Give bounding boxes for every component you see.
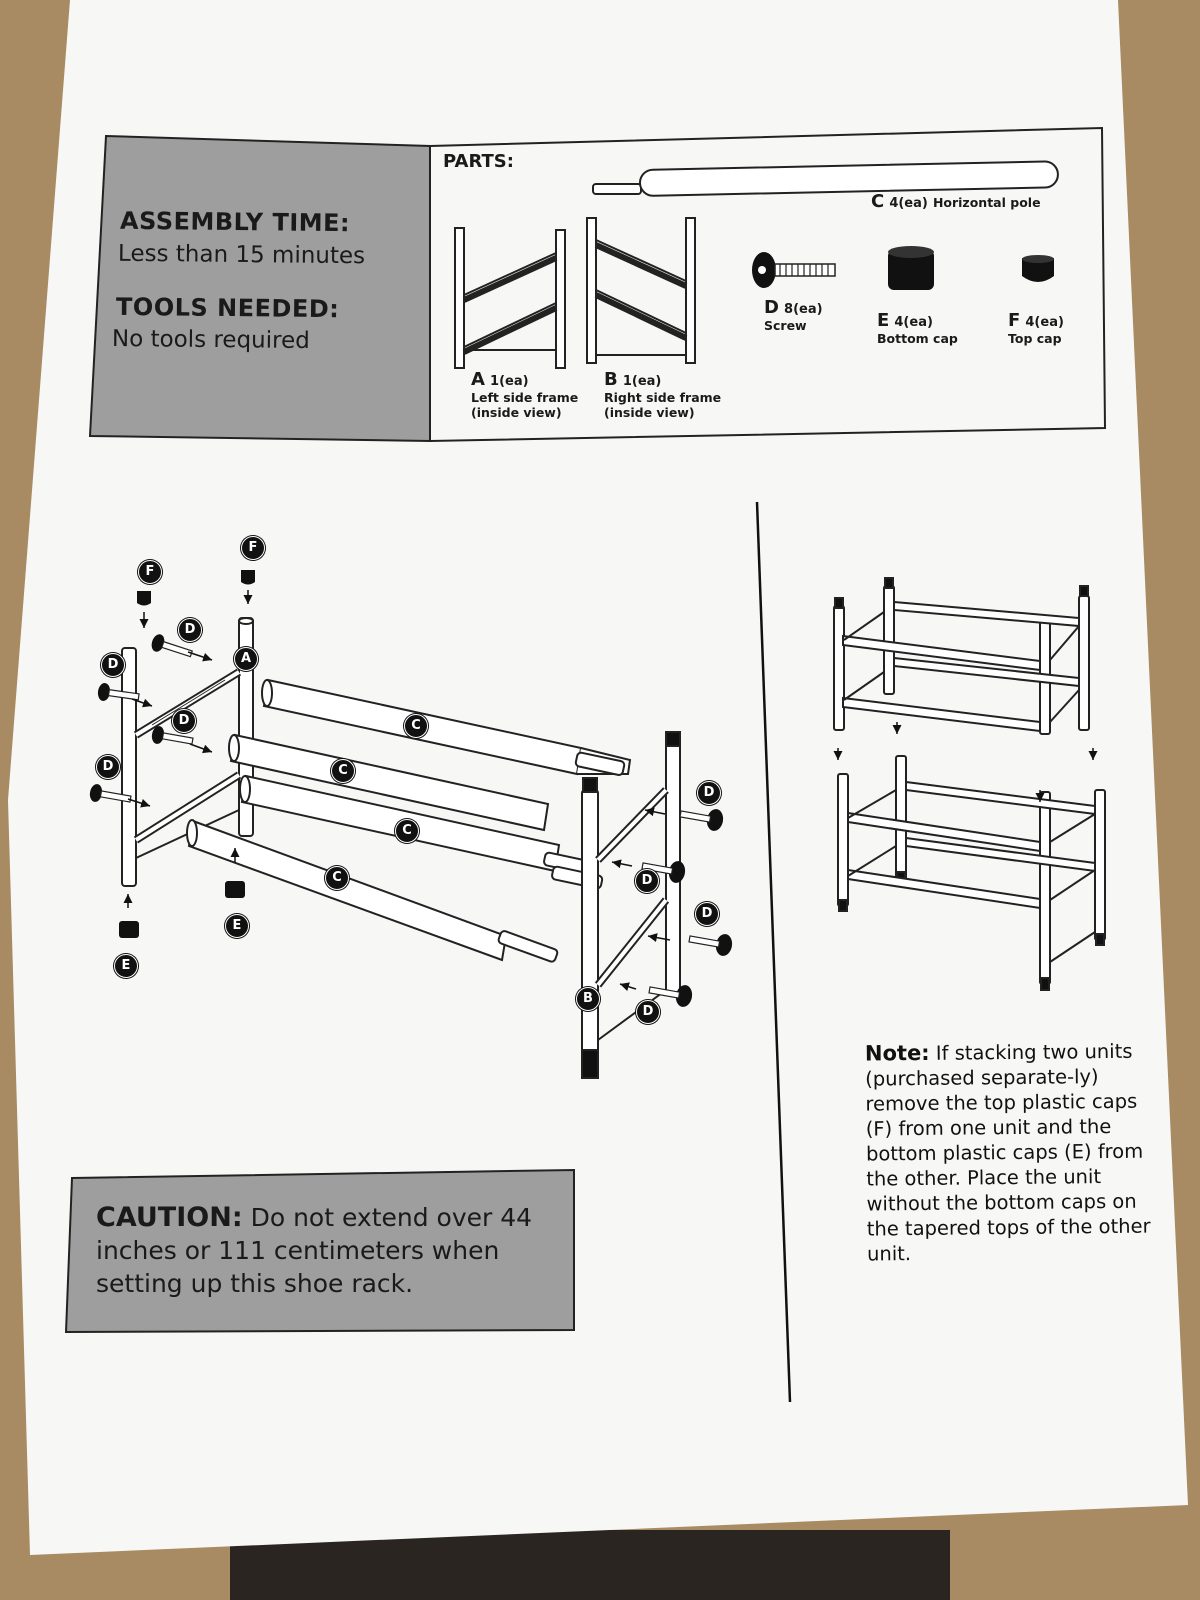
part-letter: C: [871, 191, 885, 212]
tools-needed-label: TOOLS NEEDED:: [115, 292, 340, 324]
callout-c-badge: C: [325, 866, 349, 890]
part-view-note: (inside view): [471, 405, 562, 420]
part-name: Screw: [764, 318, 807, 333]
part-a-label: [471, 369, 578, 420]
part-name: Left side frame: [471, 390, 579, 405]
callout-d-badge: D: [697, 781, 721, 805]
callout-d-badge: D: [178, 618, 202, 642]
assembly-time-value: Less than 15 minutes: [117, 240, 366, 270]
callout-d-badge: D: [172, 709, 196, 733]
callout-e-badge: E: [114, 954, 138, 978]
part-name: Horizontal pole: [932, 195, 1041, 210]
part-letter: D: [764, 297, 779, 318]
part-e-label: [877, 310, 958, 346]
part-b-label: [604, 369, 721, 420]
bottom-cap-illustration: [888, 246, 934, 290]
part-letter: E: [877, 310, 890, 331]
callout-c-badge: C: [331, 759, 355, 783]
part-view-note: (inside view): [604, 405, 695, 420]
callout-d-badge: D: [636, 1000, 660, 1024]
callout-b-badge: B: [576, 987, 600, 1011]
part-quantity: 4(ea): [894, 315, 933, 330]
callout-d-badge: D: [96, 755, 120, 779]
callout-a-badge: A: [234, 647, 258, 671]
part-name: Bottom cap: [877, 331, 958, 346]
callout-c-badge: C: [395, 819, 419, 843]
caution-message: Do not extend over 44 inches or 111 centimeters when setting up this shoe rack.: [96, 1203, 533, 1298]
callout-f-badge: F: [241, 536, 265, 560]
part-letter: A: [471, 369, 485, 390]
callout-d-badge: D: [695, 902, 719, 926]
note-label: Note:: [864, 1040, 930, 1066]
part-name: Top cap: [1008, 331, 1062, 346]
part-quantity: 1(ea): [490, 374, 529, 389]
part-d-label: [764, 297, 823, 333]
part-quantity: 4(ea): [1025, 315, 1064, 330]
callout-d-badge: D: [635, 869, 659, 893]
caution-text-block: [96, 1201, 556, 1300]
part-letter: B: [604, 369, 618, 390]
part-quantity: 4(ea): [889, 196, 928, 211]
top-cap-illustration: [1022, 255, 1054, 282]
note-text: If stacking two units (purchased separate-ly) remove the top plastic caps (F) from one unit and the bottom plastic caps (E) from the other. Place the unit without the bottom caps on the tapered tops of the other unit.: [865, 1039, 1151, 1266]
stacking-note: [865, 1038, 1162, 1266]
parts-title: PARTS:: [443, 151, 514, 172]
callout-e-badge: E: [225, 914, 249, 938]
callout-c-badge: C: [404, 714, 428, 738]
part-name: Right side frame: [604, 390, 722, 405]
part-f-label: [1008, 310, 1064, 346]
part-quantity: 1(ea): [622, 374, 662, 389]
tools-needed-value: No tools required: [111, 325, 310, 355]
callout-f-badge: F: [138, 560, 162, 584]
info-panel: [90, 136, 430, 441]
assembly-time-label: ASSEMBLY TIME:: [119, 206, 351, 238]
caution-label: CAUTION:: [96, 1202, 243, 1233]
part-c-label: [871, 191, 1041, 212]
part-letter: F: [1008, 310, 1021, 331]
part-quantity: 8(ea): [784, 302, 823, 317]
callout-d-badge: D: [101, 653, 125, 677]
